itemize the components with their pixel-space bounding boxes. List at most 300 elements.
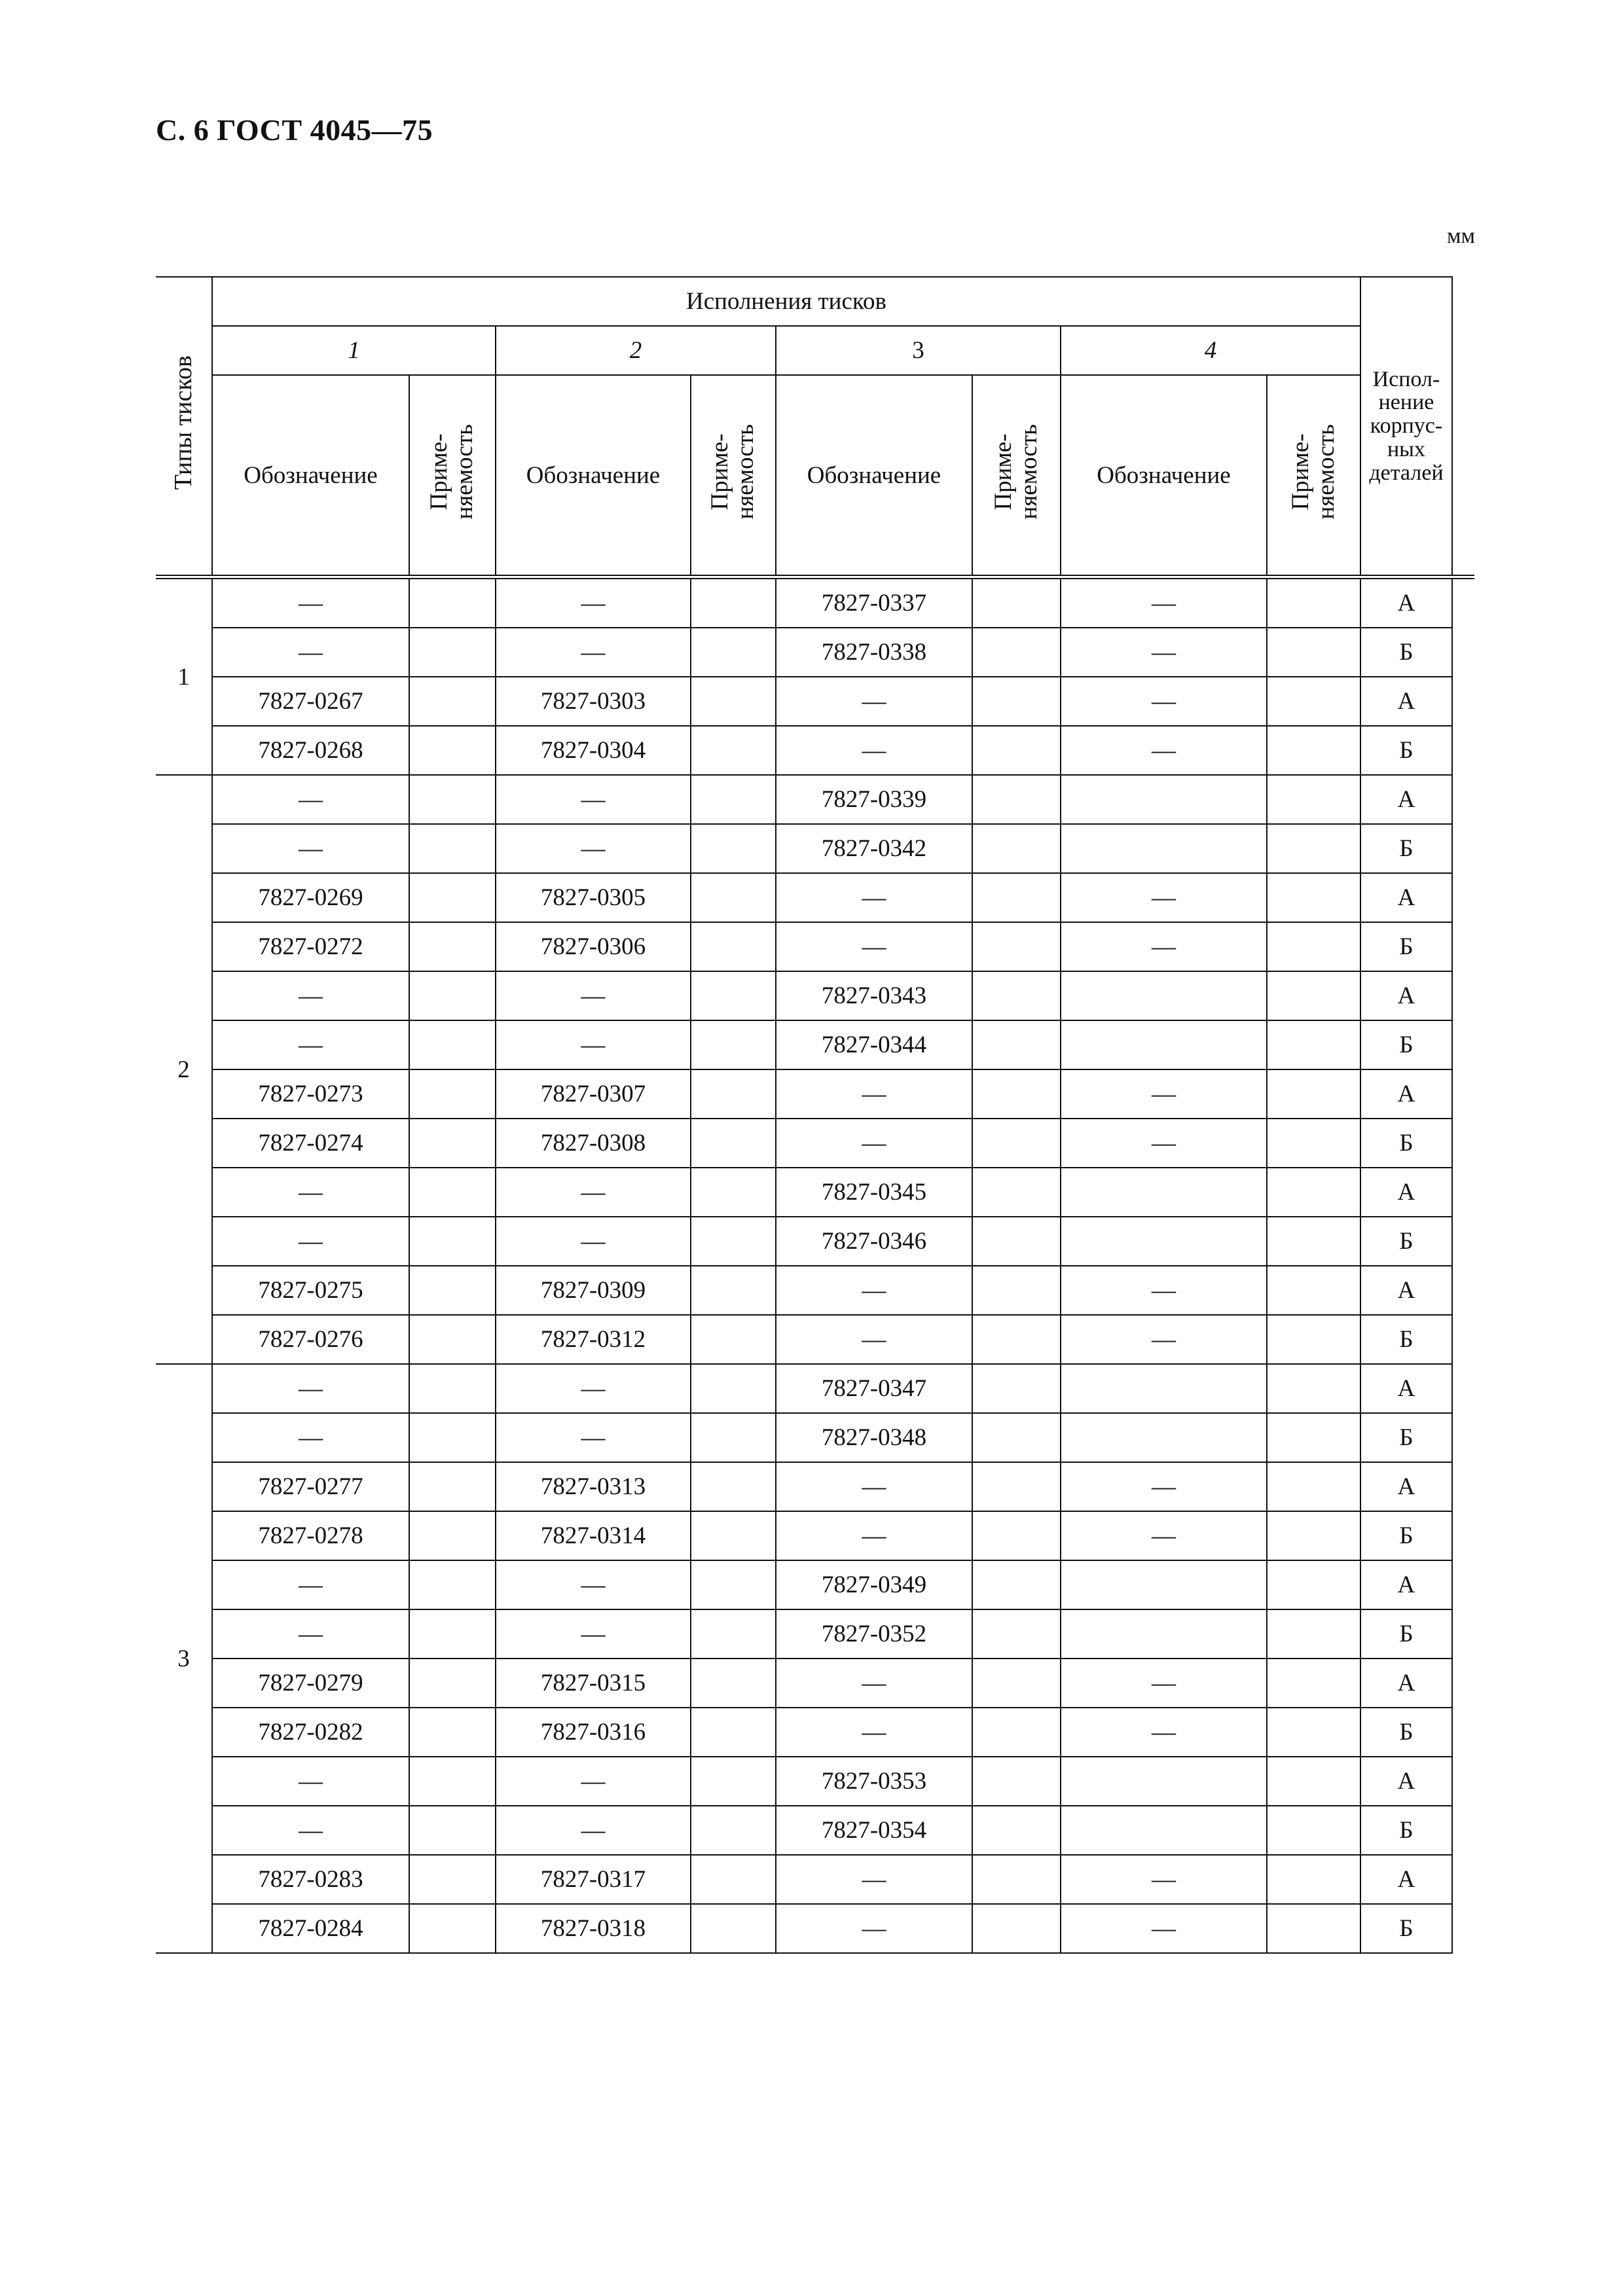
applicability-cell — [972, 677, 1061, 726]
applicability-cell — [409, 775, 496, 824]
table-row — [156, 1119, 1474, 1168]
trailing-cell — [1452, 971, 1474, 1020]
trailing-cell — [1452, 775, 1474, 824]
applicability-cell — [409, 1757, 496, 1806]
applicability-cell — [972, 1904, 1061, 1953]
table-row — [156, 1609, 1474, 1659]
applicability-cell — [691, 1315, 776, 1364]
designation-cell: 7827-0278 — [212, 1511, 409, 1560]
designation-cell: — — [496, 971, 691, 1020]
applicability-cell — [409, 824, 496, 873]
applicability-cell — [972, 1511, 1061, 1560]
applicability-cell — [972, 1855, 1061, 1904]
applicability-cell — [972, 971, 1061, 1020]
applicability-cell — [691, 1511, 776, 1560]
designation-cell: 7827-0279 — [212, 1659, 409, 1708]
corpus-cell: Б — [1360, 1119, 1452, 1168]
designation-cell — [1061, 1020, 1267, 1069]
trailing-cell — [1452, 1708, 1474, 1757]
corpus-cell: Б — [1360, 1511, 1452, 1560]
designation-cell: — — [1061, 577, 1267, 628]
designation-cell: — — [776, 922, 972, 971]
applicability-cell — [972, 1708, 1061, 1757]
table-row — [156, 1659, 1474, 1708]
trailing-cell — [1452, 1217, 1474, 1266]
designation-cell: 7827-0282 — [212, 1708, 409, 1757]
type-header-label: Типы тисков — [169, 355, 197, 490]
applicability-label: Приме- няемость — [706, 424, 759, 520]
applicability-cell — [691, 677, 776, 726]
trailing-cell — [1452, 1168, 1474, 1217]
trailing-cell — [1452, 1609, 1474, 1659]
designation-cell: 7827-0275 — [212, 1266, 409, 1315]
designation-cell: 7827-0276 — [212, 1315, 409, 1364]
applicability-cell — [1267, 1511, 1360, 1560]
applicability-cell — [691, 1020, 776, 1069]
applicability-cell — [691, 1560, 776, 1609]
designation-cell: 7827-0305 — [496, 873, 691, 922]
applicability-cell — [1267, 1413, 1360, 1462]
designation-cell: 7827-0272 — [212, 922, 409, 971]
designation-cell — [1061, 1609, 1267, 1659]
designation-cell: 7827-0268 — [212, 726, 409, 775]
designation-cell: — — [496, 1364, 691, 1413]
applicability-cell — [1267, 1462, 1360, 1511]
table-body — [156, 577, 1474, 1954]
designation-cell: — — [776, 1855, 972, 1904]
applicability-cell — [1267, 1560, 1360, 1609]
table-row — [156, 1511, 1474, 1560]
applicability-cell — [691, 1708, 776, 1757]
corpus-cell: А — [1360, 577, 1452, 628]
designation-cell: — — [1061, 1708, 1267, 1757]
trailing-cell — [1452, 726, 1474, 775]
applicability-label: Приме- няемость — [1286, 424, 1340, 520]
designation-cell: 7827-0337 — [776, 577, 972, 628]
designation-cell: 7827-0269 — [212, 873, 409, 922]
applicability-header-2 — [691, 375, 776, 577]
corpus-cell: А — [1360, 1757, 1452, 1806]
designation-cell: — — [776, 873, 972, 922]
applicability-cell — [1267, 971, 1360, 1020]
applicability-cell — [1267, 577, 1360, 628]
corpus-cell: А — [1360, 1462, 1452, 1511]
corpus-cell: Б — [1360, 1413, 1452, 1462]
designation-cell: — — [496, 1413, 691, 1462]
corpus-cell: Б — [1360, 1315, 1452, 1364]
applicability-cell — [691, 1462, 776, 1511]
execution-1-header: 1 — [212, 326, 496, 375]
corpus-cell: А — [1360, 1659, 1452, 1708]
table-row — [156, 1806, 1474, 1855]
designation-cell: — — [1061, 1511, 1267, 1560]
applicability-cell — [691, 824, 776, 873]
designation-cell: 7827-0304 — [496, 726, 691, 775]
designation-cell: — — [212, 971, 409, 1020]
corpus-cell: А — [1360, 1855, 1452, 1904]
designation-cell: — — [776, 1511, 972, 1560]
designation-cell: — — [212, 577, 409, 628]
designation-cell — [1061, 1217, 1267, 1266]
applicability-cell — [409, 922, 496, 971]
table-row — [156, 577, 1474, 628]
execution-3-header: 3 — [776, 326, 1061, 375]
applicability-cell — [1267, 873, 1360, 922]
applicability-cell — [691, 1364, 776, 1413]
type-column-header — [156, 277, 212, 577]
corpus-cell: Б — [1360, 1708, 1452, 1757]
designation-cell: — — [1061, 1904, 1267, 1953]
applicability-cell — [972, 1462, 1061, 1511]
table-row — [156, 824, 1474, 873]
applicability-cell — [972, 1315, 1061, 1364]
designation-cell: 7827-0267 — [212, 677, 409, 726]
designation-cell: 7827-0277 — [212, 1462, 409, 1511]
applicability-cell — [409, 1511, 496, 1560]
designation-cell: 7827-0308 — [496, 1119, 691, 1168]
type-cell: 3 — [156, 1364, 212, 1953]
applicability-cell — [1267, 628, 1360, 677]
applicability-cell — [972, 1119, 1061, 1168]
designation-cell: — — [776, 1315, 972, 1364]
designation-cell: 7827-0315 — [496, 1659, 691, 1708]
corpus-cell: А — [1360, 677, 1452, 726]
designation-cell: 7827-0348 — [776, 1413, 972, 1462]
applicability-cell — [691, 577, 776, 628]
designation-cell: — — [1061, 726, 1267, 775]
applicability-cell — [691, 922, 776, 971]
applicability-cell — [691, 1757, 776, 1806]
corpus-cell: А — [1360, 1560, 1452, 1609]
table-row — [156, 1413, 1474, 1462]
designation-cell: — — [776, 1119, 972, 1168]
designation-cell: — — [212, 1806, 409, 1855]
designation-cell — [1061, 971, 1267, 1020]
designation-cell: 7827-0342 — [776, 824, 972, 873]
applicability-cell — [409, 1413, 496, 1462]
designation-cell: — — [496, 1806, 691, 1855]
applicability-cell — [1267, 1315, 1360, 1364]
corpus-cell: А — [1360, 1069, 1452, 1119]
specification-table — [156, 276, 1474, 1954]
table-row — [156, 971, 1474, 1020]
applicability-cell — [1267, 677, 1360, 726]
designation-cell — [1061, 824, 1267, 873]
corpus-cell: А — [1360, 1266, 1452, 1315]
corpus-cell: Б — [1360, 922, 1452, 971]
designation-cell: — — [1061, 1069, 1267, 1119]
applicability-cell — [409, 1609, 496, 1659]
designation-cell: — — [1061, 1266, 1267, 1315]
applicability-cell — [691, 1069, 776, 1119]
table-row — [156, 1904, 1474, 1953]
corpus-cell: А — [1360, 1364, 1452, 1413]
applicability-cell — [409, 1315, 496, 1364]
designation-header-1: Обозначение — [212, 375, 409, 577]
corpus-column-header — [1360, 277, 1452, 577]
applicability-header-3 — [972, 375, 1061, 577]
designation-cell: 7827-0352 — [776, 1609, 972, 1659]
units-label: мм — [1446, 224, 1475, 248]
designation-cell: — — [776, 1904, 972, 1953]
table-row — [156, 1757, 1474, 1806]
designation-cell: 7827-0346 — [776, 1217, 972, 1266]
trailing-cell — [1452, 1904, 1474, 1953]
designation-cell: 7827-0316 — [496, 1708, 691, 1757]
designation-cell: — — [496, 1560, 691, 1609]
trailing-column — [1452, 277, 1474, 577]
designation-cell: 7827-0309 — [496, 1266, 691, 1315]
designation-cell: 7827-0354 — [776, 1806, 972, 1855]
table-row — [156, 1708, 1474, 1757]
designation-cell — [1061, 775, 1267, 824]
applicability-cell — [972, 1364, 1061, 1413]
corpus-cell: Б — [1360, 1904, 1452, 1953]
designation-cell: — — [1061, 1462, 1267, 1511]
applicability-cell — [409, 1364, 496, 1413]
applicability-cell — [691, 873, 776, 922]
trailing-cell — [1452, 628, 1474, 677]
designation-cell: 7827-0313 — [496, 1462, 691, 1511]
designation-cell — [1061, 1413, 1267, 1462]
designation-cell: — — [496, 1609, 691, 1659]
applicability-cell — [409, 1855, 496, 1904]
table-row — [156, 1069, 1474, 1119]
designation-cell: 7827-0343 — [776, 971, 972, 1020]
designation-header-3: Обозначение — [776, 375, 972, 577]
designation-cell — [1061, 1757, 1267, 1806]
designation-cell: — — [776, 677, 972, 726]
applicability-cell — [1267, 1609, 1360, 1659]
applicability-cell — [691, 1266, 776, 1315]
corpus-cell: Б — [1360, 726, 1452, 775]
applicability-cell — [409, 726, 496, 775]
designation-cell: — — [212, 1609, 409, 1659]
designation-cell: — — [212, 1413, 409, 1462]
applicability-cell — [1267, 1855, 1360, 1904]
corpus-header-label: Испол- нение корпус- ных деталей — [1369, 367, 1444, 485]
execution-4-header: 4 — [1061, 326, 1360, 375]
applicability-cell — [972, 1069, 1061, 1119]
table-row — [156, 775, 1474, 824]
designation-cell: — — [776, 1659, 972, 1708]
trailing-cell — [1452, 1659, 1474, 1708]
applicability-cell — [409, 1806, 496, 1855]
designation-cell: 7827-0312 — [496, 1315, 691, 1364]
trailing-cell — [1452, 1806, 1474, 1855]
applicability-cell — [409, 1168, 496, 1217]
designation-cell: 7827-0314 — [496, 1511, 691, 1560]
designation-cell: 7827-0339 — [776, 775, 972, 824]
applicability-cell — [1267, 726, 1360, 775]
type-cell: 2 — [156, 775, 212, 1364]
applicability-cell — [972, 1560, 1061, 1609]
applicability-cell — [409, 873, 496, 922]
applicability-cell — [409, 1462, 496, 1511]
designation-cell: — — [1061, 628, 1267, 677]
corpus-cell: А — [1360, 1168, 1452, 1217]
applicability-cell — [1267, 1266, 1360, 1315]
applicability-cell — [691, 1806, 776, 1855]
applicability-cell — [1267, 1708, 1360, 1757]
applicability-cell — [409, 1708, 496, 1757]
designation-cell: 7827-0349 — [776, 1560, 972, 1609]
table-row — [156, 1364, 1474, 1413]
designation-cell: — — [212, 1168, 409, 1217]
applicability-cell — [1267, 1069, 1360, 1119]
table-row — [156, 1020, 1474, 1069]
trailing-cell — [1452, 1119, 1474, 1168]
table-row — [156, 628, 1474, 677]
designation-header-4: Обозначение — [1061, 375, 1267, 577]
designation-cell: — — [212, 628, 409, 677]
trailing-cell — [1452, 1364, 1474, 1413]
designation-cell: 7827-0345 — [776, 1168, 972, 1217]
applicability-cell — [972, 1806, 1061, 1855]
applicability-cell — [972, 1757, 1061, 1806]
applicability-cell — [691, 628, 776, 677]
executions-group-header: Исполнения тисков — [212, 277, 1360, 326]
designation-cell: — — [1061, 677, 1267, 726]
applicability-cell — [691, 1609, 776, 1659]
corpus-cell: Б — [1360, 1806, 1452, 1855]
designation-cell: — — [212, 1364, 409, 1413]
designation-cell: 7827-0347 — [776, 1364, 972, 1413]
trailing-cell — [1452, 1413, 1474, 1462]
table-row — [156, 1315, 1474, 1364]
applicability-cell — [972, 577, 1061, 628]
applicability-cell — [409, 1020, 496, 1069]
applicability-cell — [1267, 1020, 1360, 1069]
designation-cell: — — [496, 824, 691, 873]
designation-cell — [1061, 1806, 1267, 1855]
designation-cell: 7827-0338 — [776, 628, 972, 677]
designation-cell: 7827-0273 — [212, 1069, 409, 1119]
applicability-cell — [409, 971, 496, 1020]
applicability-cell — [691, 1904, 776, 1953]
applicability-cell — [1267, 1119, 1360, 1168]
table-row — [156, 873, 1474, 922]
designation-cell — [1061, 1560, 1267, 1609]
table-row — [156, 1168, 1474, 1217]
corpus-cell: А — [1360, 873, 1452, 922]
applicability-cell — [972, 1659, 1061, 1708]
trailing-cell — [1452, 1855, 1474, 1904]
designation-cell: — — [496, 775, 691, 824]
trailing-cell — [1452, 1315, 1474, 1364]
designation-cell: — — [212, 1217, 409, 1266]
applicability-cell — [409, 1119, 496, 1168]
applicability-cell — [691, 1413, 776, 1462]
designation-cell: 7827-0303 — [496, 677, 691, 726]
applicability-label: Приме- няемость — [989, 424, 1042, 520]
corpus-cell: Б — [1360, 1020, 1452, 1069]
designation-cell: — — [212, 1560, 409, 1609]
trailing-cell — [1452, 824, 1474, 873]
applicability-cell — [409, 1266, 496, 1315]
designation-cell: — — [496, 577, 691, 628]
applicability-header-1 — [409, 375, 496, 577]
applicability-cell — [691, 1168, 776, 1217]
table-row — [156, 922, 1474, 971]
execution-2-header: 2 — [496, 326, 776, 375]
applicability-cell — [972, 1413, 1061, 1462]
applicability-cell — [409, 1560, 496, 1609]
applicability-cell — [1267, 922, 1360, 971]
designation-cell: — — [776, 1462, 972, 1511]
table-row — [156, 1560, 1474, 1609]
designation-cell: — — [1061, 873, 1267, 922]
applicability-cell — [1267, 824, 1360, 873]
designation-cell: — — [496, 1757, 691, 1806]
trailing-cell — [1452, 1560, 1474, 1609]
applicability-cell — [972, 873, 1061, 922]
table-row — [156, 1266, 1474, 1315]
applicability-cell — [691, 1659, 776, 1708]
trailing-cell — [1452, 1020, 1474, 1069]
designation-cell: — — [496, 1217, 691, 1266]
trailing-cell — [1452, 577, 1474, 628]
designation-cell: — — [1061, 1119, 1267, 1168]
designation-cell — [1061, 1364, 1267, 1413]
corpus-cell: Б — [1360, 1217, 1452, 1266]
applicability-cell — [691, 726, 776, 775]
applicability-cell — [972, 824, 1061, 873]
designation-cell: — — [496, 1020, 691, 1069]
designation-cell: 7827-0353 — [776, 1757, 972, 1806]
applicability-cell — [1267, 1364, 1360, 1413]
designation-cell: — — [212, 824, 409, 873]
applicability-cell — [691, 775, 776, 824]
corpus-cell: Б — [1360, 824, 1452, 873]
trailing-cell — [1452, 677, 1474, 726]
applicability-cell — [409, 1217, 496, 1266]
designation-cell: — — [776, 1069, 972, 1119]
corpus-cell: Б — [1360, 628, 1452, 677]
designation-cell — [1061, 1168, 1267, 1217]
applicability-cell — [409, 1904, 496, 1953]
designation-cell: — — [496, 628, 691, 677]
trailing-cell — [1452, 1757, 1474, 1806]
designation-cell: 7827-0274 — [212, 1119, 409, 1168]
applicability-label: Приме- няемость — [426, 424, 478, 520]
table-row — [156, 1855, 1474, 1904]
applicability-cell — [972, 1020, 1061, 1069]
applicability-cell — [691, 1217, 776, 1266]
trailing-cell — [1452, 873, 1474, 922]
applicability-header-4 — [1267, 375, 1360, 577]
designation-cell: — — [496, 1168, 691, 1217]
applicability-cell — [691, 1855, 776, 1904]
designation-cell: — — [212, 775, 409, 824]
applicability-cell — [691, 1119, 776, 1168]
applicability-cell — [691, 971, 776, 1020]
table-row — [156, 1217, 1474, 1266]
page-title: С. 6 ГОСТ 4045—75 — [156, 113, 433, 147]
designation-cell: 7827-0284 — [212, 1904, 409, 1953]
trailing-cell — [1452, 1511, 1474, 1560]
trailing-cell — [1452, 1462, 1474, 1511]
table-row — [156, 1462, 1474, 1511]
corpus-cell: А — [1360, 775, 1452, 824]
designation-cell: — — [212, 1020, 409, 1069]
applicability-cell — [409, 628, 496, 677]
designation-cell: 7827-0318 — [496, 1904, 691, 1953]
corpus-cell: А — [1360, 971, 1452, 1020]
designation-cell: — — [776, 1266, 972, 1315]
applicability-cell — [409, 1659, 496, 1708]
applicability-cell — [1267, 1659, 1360, 1708]
